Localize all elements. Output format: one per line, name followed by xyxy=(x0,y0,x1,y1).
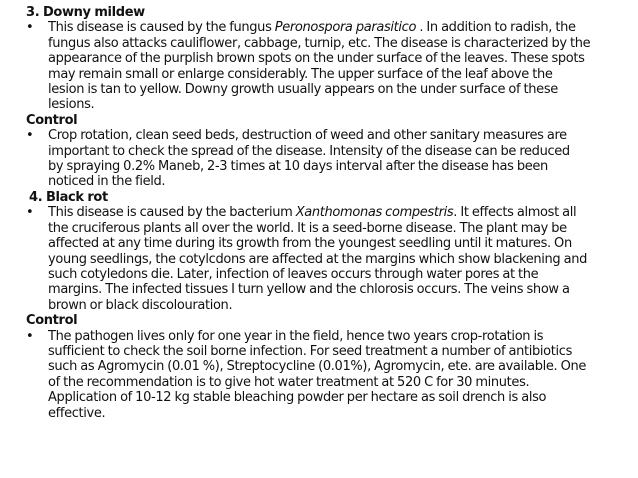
bullet-icon: • xyxy=(26,205,34,221)
bullet-text xyxy=(48,205,626,313)
bullet-text xyxy=(48,20,626,112)
section-heading-control-2: Control xyxy=(26,313,78,329)
bullet-item-downy-mildew xyxy=(26,20,626,112)
italic-species-name: Xanthomonas compestris xyxy=(295,205,454,221)
text-segment: This disease is caused by the bacterium xyxy=(48,205,296,221)
bullet-icon: • xyxy=(26,128,34,144)
section-heading-downy-mildew: 3. Downy mildew xyxy=(26,5,145,20)
text-segment: This disease is caused by the fungus xyxy=(48,20,275,36)
text-segment: . It effects almost all the cruciferous plants all over the world. It is a seed-borne disease. The plant may be affected at any time during its growth from the youngest seedling until it matures. On young seedlings, the cotylcdons are affected at the margins which show blackening and such cotyledons die. Later, infection of leaves occurs through water pores at the margins. The infected tissues I turn yellow and the chlorosis occurs. The veins show a brown or black discolouration. xyxy=(48,205,588,313)
bullet-item-black-rot xyxy=(26,205,626,313)
bullet-item-control-1 xyxy=(26,128,626,190)
bullet-item-control-2 xyxy=(26,329,626,421)
italic-species-name: Peronospora parasitico xyxy=(274,20,417,36)
bullet-icon: • xyxy=(26,20,34,36)
slide-content xyxy=(26,5,626,421)
section-heading-black-rot: 4. Black rot xyxy=(29,189,108,205)
bullet-icon: • xyxy=(26,328,34,344)
bullet-text: Crop rotation, clean seed beds, destruction of weed and other sanitary measures are important to check the spread of the disease. Intensity of the disease can be reduced by spraying 0.2% Maneb, 2-3 times at 10 days interval after the disease has been noticed in the field. xyxy=(48,128,570,190)
section-heading-control-1: Control xyxy=(26,112,78,128)
bullet-text: The pathogen lives only for one year in the field, hence two years crop-rotation is sufficient to check the soil borne infection. For seed treatment a number of antibiotics such as Agromycin (0.01 %), Streptocycline (0.01%), Agromycin, ete. are available. One of the recommendation is to give hot water treatment at 520 C for 30 minutes. Application of 10-12 kg stable bleaching powder per hectare as soil drench is also effective. xyxy=(48,328,586,421)
text-segment: . In addition to radish, the fungus also attacks cauliflower, cabbage, turnip, etc. The disease is characterized by the appearance of the purplish brown spots on the under surface of the leaves. These spots may remain small or enlarge considerably. The upper surface of the leaf above the lesion is tan to yellow. Downy growth usually appears on the under surface of these lesions. xyxy=(48,20,591,113)
